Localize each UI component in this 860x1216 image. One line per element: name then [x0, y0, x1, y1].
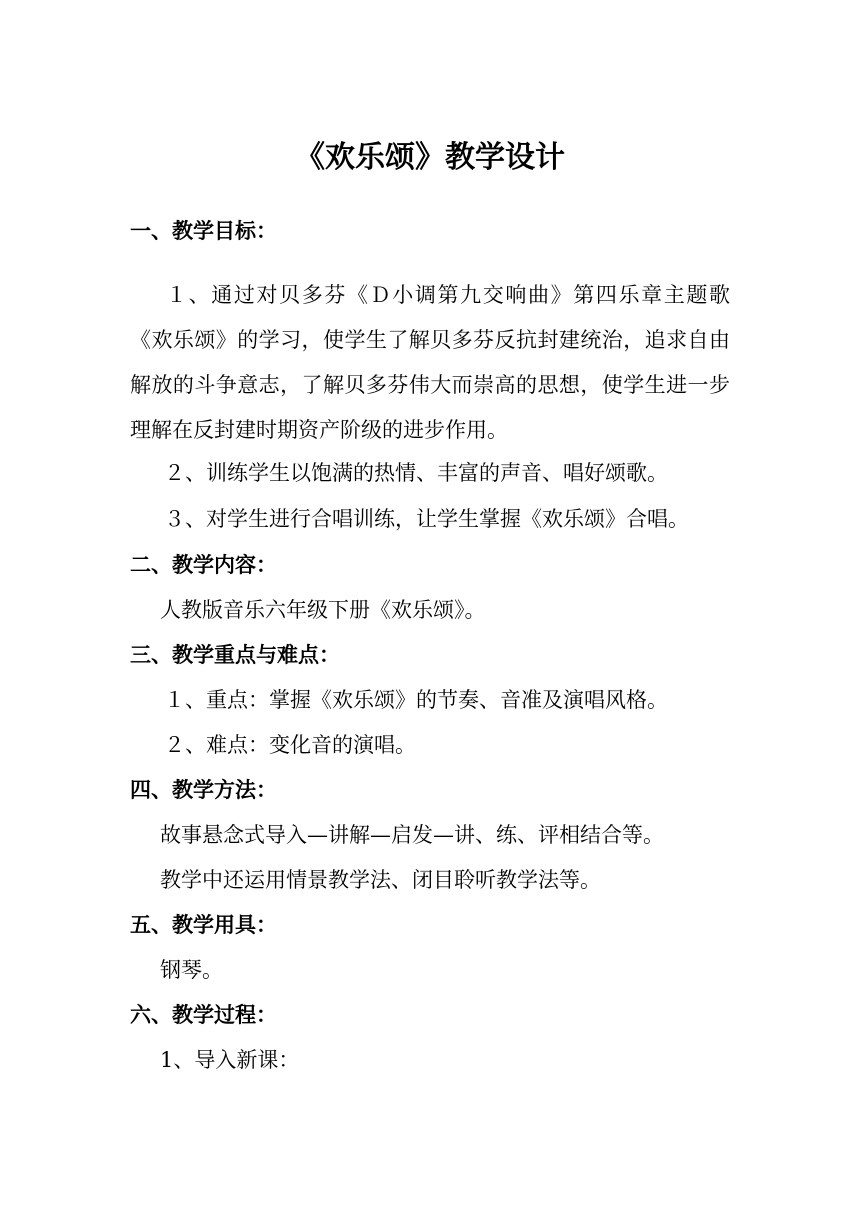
section-heading-tools: 五、教学用具：	[130, 912, 277, 937]
key-point-paragraph: １、重点：掌握《欢乐颂》的节奏、音准及演唱风格。	[164, 688, 668, 712]
process-paragraph-1: 1、导入新课：	[160, 1048, 300, 1072]
methods-paragraph-2: 教学中还运用情景教学法、闭目聆听教学法等。	[160, 868, 601, 892]
section-heading-objectives: 一、教学目标：	[130, 218, 277, 243]
objective-paragraph-3: ３、对学生进行合唱训练，让学生掌握《欢乐颂》合唱。	[164, 507, 689, 531]
methods-paragraph-1: 故事悬念式导入—讲解—启发—讲、练、评相结合等。	[160, 823, 664, 847]
section-heading-process: 六、教学过程：	[130, 1002, 277, 1027]
document-title: 《欢乐颂》教学设计	[295, 140, 565, 175]
tools-paragraph: 钢琴。	[160, 958, 223, 982]
objective-paragraph-1: １、通过对贝多芬《Ｄ小调第九交响曲》第四乐章主题歌《欢乐颂》的学习，使学生了解贝多芬反抗封建统治，追求自由解放的斗争意志，了解贝多芬伟大而崇高的思想，使学生进一步理解在反封建时期资产阶级的进步作用。	[130, 283, 730, 442]
section-heading-methods: 四、教学方法：	[130, 777, 277, 802]
content-paragraph: 人教版音乐六年级下册《欢乐颂》。	[160, 598, 486, 622]
section-heading-key-points: 三、教学重点与难点：	[130, 642, 340, 667]
difficulty-paragraph: ２、难点：变化音的演唱。	[164, 733, 416, 757]
section-heading-content: 二、教学内容：	[130, 552, 277, 577]
objective-paragraph-2: ２、训练学生以饱满的热情、丰富的声音、唱好颂歌。	[164, 461, 668, 485]
